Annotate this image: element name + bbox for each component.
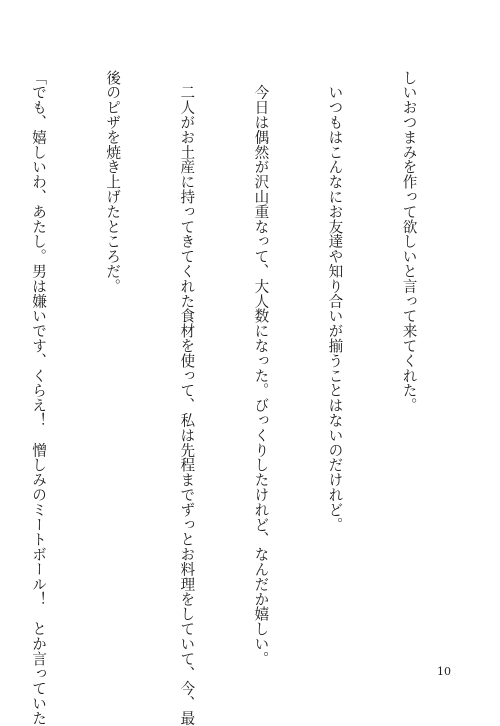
page-number: 10 [437,665,451,678]
text-line: しいおつまみを作って欲しいと言って来てくれた。 [400,70,418,413]
text-line: 今日は偶然が沢山重なって、大人数になった。びっくりしたけれど、なんだか嬉しい。 [252,70,270,666]
text-line: 後のピザを焼き上げたところだ。 [104,70,122,294]
text-line: 二人がお土産に持ってきてくれた食材を使って、私は先程までずっとお料理をしていて、今、最 [178,70,196,726]
text-line: 「でも、嬉しいわ、あたし。男は嫌いです、くらえ！ 憎しみのミートボール！ とか言っていた [30,70,48,726]
text-line: いつもはこんなにお友達や知り合いが揃うことはないのだけれど。 [326,70,344,532]
